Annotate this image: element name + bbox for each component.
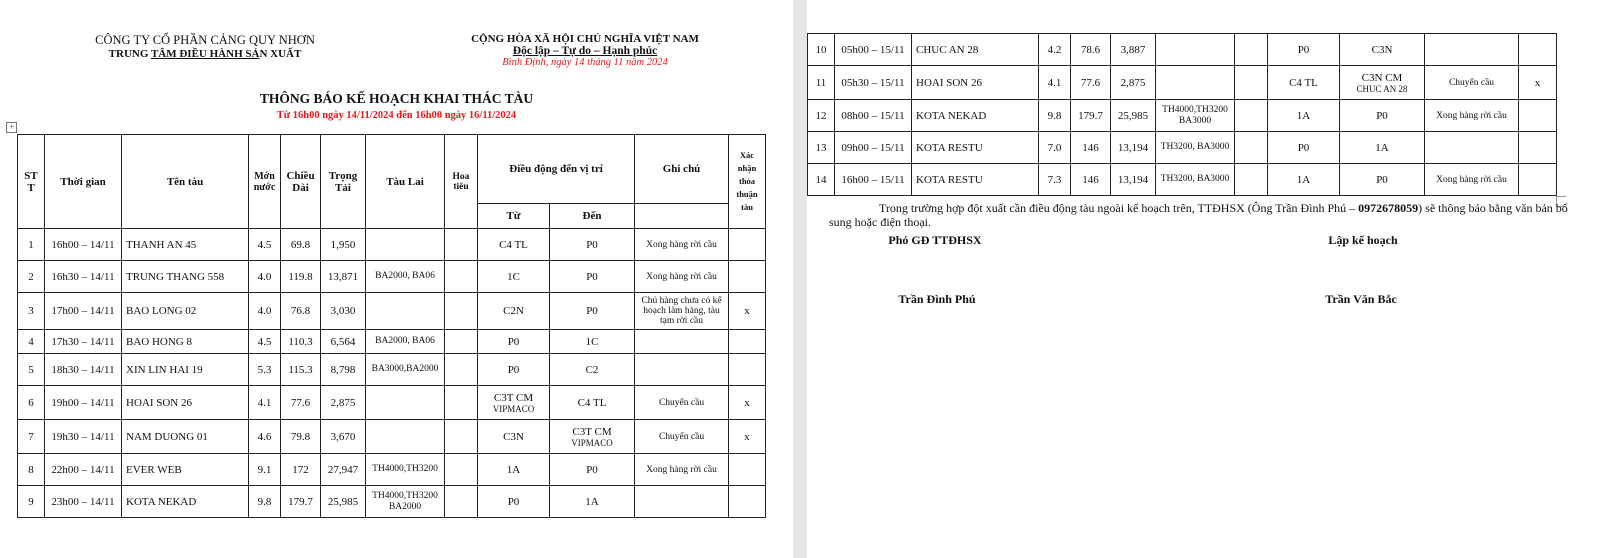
- cell-stt: 12: [808, 100, 835, 132]
- cell-to: [1340, 132, 1425, 164]
- cell-tug: TH3200, BA3000: [1156, 132, 1235, 164]
- cell-pilot: [1235, 34, 1268, 66]
- cell-to-main: 1C: [585, 335, 599, 348]
- cell-confirm: [729, 486, 766, 518]
- cell-tonnage: 2,875: [321, 386, 366, 420]
- cell-time: 08h00 – 15/11: [835, 100, 912, 132]
- table-move-handle[interactable]: +: [6, 122, 17, 133]
- cell-confirm: [729, 330, 766, 354]
- cell-ship: NAM DUONG 01: [122, 420, 249, 454]
- cell-tonnage: 13,194: [1111, 132, 1156, 164]
- cell-ship: KOTA RESTU: [912, 132, 1039, 164]
- cell-to: [550, 420, 635, 454]
- cell-draft: 4.6: [249, 420, 281, 454]
- cell-tonnage: 3,887: [1111, 34, 1156, 66]
- department-name-part: N XUẤT: [259, 48, 302, 60]
- cell-length: 115.3: [281, 354, 321, 386]
- cell-to-main: P0: [586, 463, 598, 476]
- cell-time: 16h00 – 15/11: [835, 164, 912, 196]
- cell-time: 05h00 – 15/11: [835, 34, 912, 66]
- cell-from-main: P0: [507, 363, 520, 376]
- cell-confirm: x: [729, 420, 766, 454]
- cell-tonnage: 8,798: [321, 354, 366, 386]
- company-name: CÔNG TY CỔ PHẦN CẢNG QUY NHƠN: [95, 33, 315, 47]
- footer-note-text-end: ) sẽ thông báo bằng văn bản bổ sung hoặc điện thoại.: [829, 201, 1568, 229]
- cell-tug: [1156, 34, 1235, 66]
- cell-from-main: 1A: [1296, 109, 1311, 122]
- contact-phone: 0972678059: [1358, 201, 1419, 215]
- cell-draft: 4.5: [249, 330, 281, 354]
- cell-note: Xong hàng rời cầu: [635, 454, 729, 486]
- cell-tug: TH4000,TH3200 BA3000: [1156, 100, 1235, 132]
- cell-note: [635, 330, 729, 354]
- cell-draft: 7.3: [1039, 164, 1071, 196]
- cell-time: 19h30 – 14/11: [45, 420, 122, 454]
- header-tug: Tàu Lai: [366, 135, 445, 229]
- cell-from-main: P0: [1297, 141, 1310, 154]
- cell-to: [550, 261, 635, 293]
- cell-pilot: [445, 354, 478, 386]
- cell-tonnage: 25,985: [1111, 100, 1156, 132]
- cell-pilot: [445, 420, 478, 454]
- cell-to: [550, 354, 635, 386]
- cell-confirm: [729, 261, 766, 293]
- cell-length: 78.6: [1071, 34, 1111, 66]
- cell-tonnage: 27,947: [321, 454, 366, 486]
- cell-from: [478, 261, 550, 293]
- signature-right-title: Lập kế hoạch: [1328, 233, 1398, 247]
- cell-ship: THANH AN 45: [122, 229, 249, 261]
- cell-to-sub: CHUC AN 28: [1356, 83, 1408, 94]
- cell-draft: 4.5: [249, 229, 281, 261]
- cell-stt: 10: [808, 34, 835, 66]
- cell-tonnage: 13,871: [321, 261, 366, 293]
- cell-from: [478, 420, 550, 454]
- cell-pilot: [1235, 100, 1268, 132]
- cell-time: 16h00 – 14/11: [45, 229, 122, 261]
- cell-length: 77.6: [281, 386, 321, 420]
- cell-length: 110.3: [281, 330, 321, 354]
- motto: Độc lập – Tự do – Hạnh phúc: [512, 45, 658, 57]
- department-name-part: TRUNG: [108, 48, 151, 60]
- cell-draft: 5.3: [249, 354, 281, 386]
- cell-ship: KOTA RESTU: [912, 164, 1039, 196]
- cell-note: Chuyển cầu: [1425, 66, 1519, 100]
- cell-tug: TH3200, BA3000: [1156, 164, 1235, 196]
- cell-pilot: [1235, 66, 1268, 100]
- company-header: [60, 33, 350, 60]
- cell-confirm: [729, 354, 766, 386]
- cell-ship: KOTA NEKAD: [912, 100, 1039, 132]
- cell-draft: 9.8: [1039, 100, 1071, 132]
- cell-from-main: C2N: [503, 305, 524, 317]
- cell-length: 179.7: [1071, 100, 1111, 132]
- cell-pilot: [445, 261, 478, 293]
- cell-note: Xong hàng rời cầu: [635, 261, 729, 293]
- cell-confirm: [729, 229, 766, 261]
- header-draft: Mớn nước: [249, 135, 281, 229]
- cell-tonnage: 3,030: [321, 293, 366, 330]
- cell-from: [478, 386, 550, 420]
- cell-note: Chuyển cầu: [635, 420, 729, 454]
- cell-from: [1268, 66, 1340, 100]
- cell-note: [1425, 132, 1519, 164]
- cell-length: 146: [1071, 132, 1111, 164]
- cell-tonnage: 2,875: [1111, 66, 1156, 100]
- cell-to-main: P0: [586, 270, 598, 283]
- signature-right-name: Trần Văn Bắc: [1325, 292, 1397, 306]
- cell-from-main: C3N: [503, 430, 524, 443]
- department-name: [60, 48, 350, 60]
- cell-from: [1268, 132, 1340, 164]
- cell-time: 23h00 – 14/11: [45, 486, 122, 518]
- cell-to: [1340, 66, 1425, 100]
- cell-length: 179.7: [281, 486, 321, 518]
- cell-tug: TH4000,TH3200 BA2000: [366, 486, 445, 518]
- footer-note-text: Trong trường hợp đột xuất cần điều động tàu ngoài kế hoạch trên, TTĐHSX (Ông Trần Đình Phú –: [879, 201, 1359, 215]
- cell-time: 09h00 – 15/11: [835, 132, 912, 164]
- cell-from-main: C4 TL: [1289, 76, 1318, 89]
- document-page-1: [0, 0, 793, 558]
- table-row: [18, 486, 766, 518]
- cell-to: [550, 454, 635, 486]
- cell-to: [550, 330, 635, 354]
- cell-length: 69.8: [281, 229, 321, 261]
- cell-pilot: [445, 486, 478, 518]
- table-row: [18, 330, 766, 354]
- cell-from-sub: VIPMACO: [492, 403, 535, 414]
- table-body-page2: [808, 34, 1557, 196]
- cell-to-sub: VIPMACO: [571, 437, 613, 448]
- cell-draft: 7.0: [1039, 132, 1071, 164]
- national-header: [420, 33, 750, 68]
- cell-length: 79.8: [281, 420, 321, 454]
- table-row: [18, 229, 766, 261]
- cell-time: 17h00 – 14/11: [45, 293, 122, 330]
- cell-pilot: [445, 386, 478, 420]
- cell-to-main: P0: [1376, 173, 1388, 186]
- cell-to-main: C3N: [1371, 43, 1393, 56]
- cell-from: [1268, 100, 1340, 132]
- cell-tug: BA2000, BA06: [366, 330, 445, 354]
- cell-tug: [366, 420, 445, 454]
- cell-note: Chủ hàng chưa có kế hoạch làm hàng, tàu tạm rời cầu: [635, 293, 729, 330]
- cell-time: 05h30 – 15/11: [835, 66, 912, 100]
- header-to: Đến: [550, 204, 635, 229]
- cell-from: [478, 229, 550, 261]
- cell-ship: TRUNG THANG 558: [122, 261, 249, 293]
- table-row: [808, 34, 1557, 66]
- table-body-page1: [18, 229, 766, 518]
- table-row: [808, 66, 1557, 100]
- cell-stt: 14: [808, 164, 835, 196]
- cell-tug: TH4000,TH3200: [366, 454, 445, 486]
- cell-to: [550, 486, 635, 518]
- cell-tug: [1156, 66, 1235, 100]
- cell-from: [478, 354, 550, 386]
- cell-stt: 8: [18, 454, 45, 486]
- cell-stt: 2: [18, 261, 45, 293]
- cell-from: [1268, 164, 1340, 196]
- table-row: [808, 100, 1557, 132]
- cell-tug: [366, 229, 445, 261]
- signature-left-title: Phó GĐ TTĐHSX: [888, 233, 982, 247]
- cell-from-main: 1C: [507, 270, 520, 283]
- cell-from: [478, 330, 550, 354]
- nation-title: CỘNG HÒA XÃ HỘI CHỦ NGHĨA VIỆT NAM: [471, 33, 699, 45]
- header-time: Thời gian: [45, 135, 122, 229]
- cell-to-main: P0: [1376, 109, 1388, 122]
- cell-to-main: P0: [586, 238, 598, 251]
- cell-from-main: 1A: [1296, 173, 1311, 186]
- cell-tug: BA3000,BA2000: [366, 354, 445, 386]
- cell-time: 16h30 – 14/11: [45, 261, 122, 293]
- cell-to: [1340, 34, 1425, 66]
- cell-stt: 5: [18, 354, 45, 386]
- header-note-blank: [635, 204, 729, 229]
- cell-to: [1340, 164, 1425, 196]
- cell-to: [550, 229, 635, 261]
- cell-tug: [366, 386, 445, 420]
- cell-to-main: P0: [586, 305, 598, 317]
- cell-to-main: C2: [585, 363, 599, 376]
- cell-ship: CHUC AN 28: [912, 34, 1039, 66]
- cell-pilot: [1235, 132, 1268, 164]
- cell-ship: HOAI SON 26: [912, 66, 1039, 100]
- table-row: [18, 454, 766, 486]
- cell-tonnage: 3,670: [321, 420, 366, 454]
- cell-from: [478, 486, 550, 518]
- cell-stt: 1: [18, 229, 45, 261]
- cell-length: 172: [281, 454, 321, 486]
- cell-time: 18h30 – 14/11: [45, 354, 122, 386]
- table-row: [18, 420, 766, 454]
- cell-ship: BAO LONG 02: [122, 293, 249, 330]
- cell-from: [478, 293, 550, 330]
- cell-note: Xong hàng rời cầu: [635, 229, 729, 261]
- cell-note: Xong hàng rời cầu: [1425, 100, 1519, 132]
- header-length: Chiều Dài: [281, 135, 321, 229]
- cell-length: 146: [1071, 164, 1111, 196]
- cell-stt: 7: [18, 420, 45, 454]
- cell-from-main: C4 TL: [499, 238, 528, 251]
- table-row: [18, 293, 766, 330]
- cell-pilot: [445, 229, 478, 261]
- cell-draft: 9.8: [249, 486, 281, 518]
- document-title: THÔNG BÁO KẾ HOẠCH KHAI THÁC TÀU: [259, 91, 534, 106]
- cell-tonnage: 6,564: [321, 330, 366, 354]
- cell-length: 76.8: [281, 293, 321, 330]
- cell-from-main: 1A: [506, 463, 521, 476]
- document-page-2: [807, 0, 1600, 558]
- cell-pilot: [1235, 164, 1268, 196]
- header-move: Điều động đến vị trí: [478, 135, 635, 204]
- cell-time: 17h30 – 14/11: [45, 330, 122, 354]
- cell-time: 22h00 – 14/11: [45, 454, 122, 486]
- place-date: Bình Định, ngày 14 tháng 11 năm 2024: [502, 57, 668, 68]
- cell-confirm: [1519, 132, 1557, 164]
- cell-confirm: [729, 454, 766, 486]
- cell-stt: 9: [18, 486, 45, 518]
- cell-tonnage: 13,194: [1111, 164, 1156, 196]
- ship-plan-table: [17, 134, 766, 518]
- cell-stt: 13: [808, 132, 835, 164]
- cell-length: 77.6: [1071, 66, 1111, 100]
- document-subtitle: Từ 16h00 ngày 14/11/2024 đến 16h00 ngày 16/11/2024: [276, 110, 517, 121]
- cell-stt: 3: [18, 293, 45, 330]
- cell-ship: KOTA NEKAD: [122, 486, 249, 518]
- cell-length: 119.8: [281, 261, 321, 293]
- cell-to-main: 1A: [585, 495, 599, 508]
- cell-ship: EVER WEB: [122, 454, 249, 486]
- cell-note: [635, 486, 729, 518]
- cell-draft: 4.0: [249, 261, 281, 293]
- signature-left-name: Trần Đình Phú: [898, 292, 976, 306]
- cell-tonnage: 25,985: [321, 486, 366, 518]
- cell-ship: BAO HONG 8: [122, 330, 249, 354]
- cell-note: Chuyển cầu: [635, 386, 729, 420]
- table-row: [18, 354, 766, 386]
- cell-draft: 4.0: [249, 293, 281, 330]
- cell-confirm: x: [729, 386, 766, 420]
- cell-from: [1268, 34, 1340, 66]
- table-row: [18, 386, 766, 420]
- cell-note: [1425, 34, 1519, 66]
- cell-note: [635, 354, 729, 386]
- cell-confirm: x: [1519, 66, 1557, 100]
- cell-tug: BA2000, BA06: [366, 261, 445, 293]
- cell-from: [478, 454, 550, 486]
- header-note: Ghi chú: [635, 135, 729, 204]
- cell-from-main: P0: [507, 335, 520, 348]
- cell-draft: 4.1: [1039, 66, 1071, 100]
- department-name-underlined: TÂM ĐIỀU HÀNH SẢ: [150, 48, 260, 60]
- cell-from-main: P0: [1297, 43, 1310, 56]
- cell-tonnage: 1,950: [321, 229, 366, 261]
- cell-confirm: x: [729, 293, 766, 330]
- table-row: [18, 261, 766, 293]
- cell-stt: 11: [808, 66, 835, 100]
- cell-to: [1340, 100, 1425, 132]
- cell-pilot: [445, 293, 478, 330]
- cell-pilot: [445, 454, 478, 486]
- cell-to: [550, 386, 635, 420]
- cell-draft: 4.1: [249, 386, 281, 420]
- header-stt: ST T: [18, 135, 45, 229]
- cell-to: [550, 293, 635, 330]
- cell-confirm: [1519, 100, 1557, 132]
- cell-to-main: C3T CM: [572, 425, 612, 438]
- cell-time: 19h00 – 14/11: [45, 386, 122, 420]
- cell-note: Xong hàng rời cầu: [1425, 164, 1519, 196]
- cell-confirm: [1519, 34, 1557, 66]
- cell-pilot: [445, 330, 478, 354]
- table-row: [808, 164, 1557, 196]
- cell-ship: HOAI SON 26: [122, 386, 249, 420]
- footer-note: [829, 201, 1569, 229]
- header-from: Từ: [478, 204, 550, 229]
- header-ship: Tên tàu: [122, 135, 249, 229]
- cell-from-main: P0: [507, 495, 520, 508]
- header-confirm: Xác nhận thỏa thuận tàu: [729, 135, 766, 229]
- header-tonnage: Trọng Tải: [321, 135, 366, 229]
- ship-plan-table-continued: [807, 33, 1557, 196]
- cell-draft: 4.2: [1039, 34, 1071, 66]
- table-row: [808, 132, 1557, 164]
- cell-stt: 4: [18, 330, 45, 354]
- cell-draft: 9.1: [249, 454, 281, 486]
- cell-to-main: C4 TL: [577, 396, 607, 409]
- cell-ship: XIN LIN HAI 19: [122, 354, 249, 386]
- cell-confirm: [1519, 164, 1557, 196]
- cell-tug: [366, 293, 445, 330]
- cell-to-main: C3N CM: [1361, 71, 1403, 84]
- header-pilot: Hoa tiêu: [445, 135, 478, 229]
- cell-to-main: 1A: [1375, 141, 1389, 154]
- cell-from-main: C3T CM: [493, 391, 534, 404]
- cell-stt: 6: [18, 386, 45, 420]
